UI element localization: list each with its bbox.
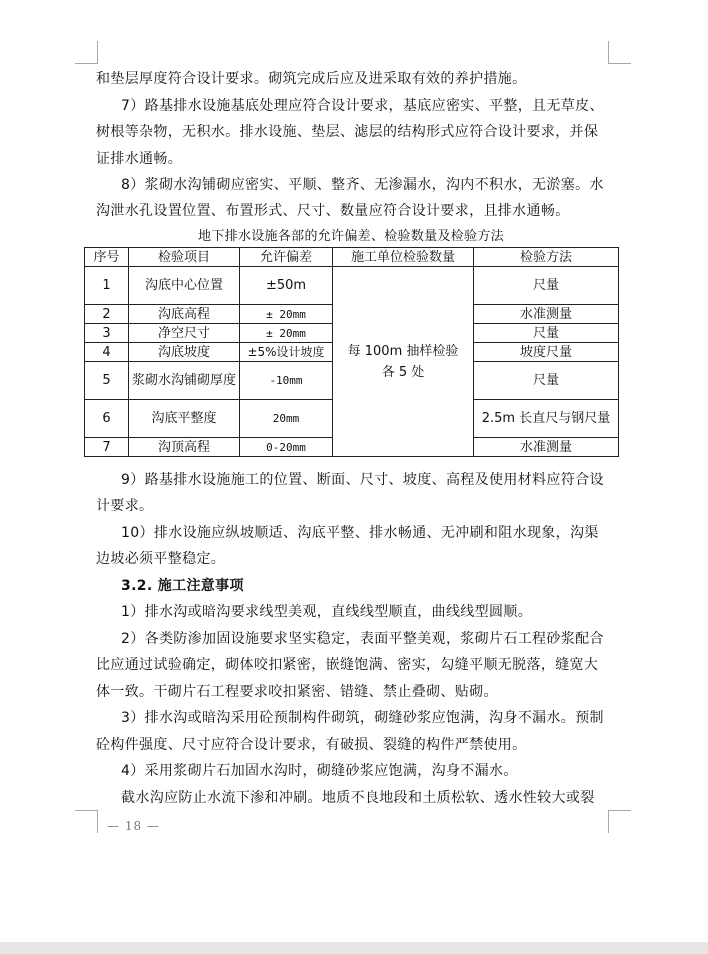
paragraph-line: 9）路基排水设施施工的位置、断面、尺寸、坡度、高程及使用材料应符合设: [121, 472, 604, 488]
cell-method: 2.5m 长直尺与钢尺量: [474, 400, 619, 438]
cell-item: 沟底中心位置: [129, 267, 240, 305]
paragraph-line: 和垫层厚度符合设计要求。砌筑完成后应及进采取有效的养护措施。: [96, 71, 527, 87]
paragraph-line: 截水沟应防止水流下渗和冲刷。地质不良地段和土质松软、透水性较大或裂: [121, 790, 595, 806]
header-method: 检验方法: [474, 248, 619, 267]
cell-tolerance: ±50m: [240, 267, 333, 305]
table-header-row: [85, 248, 619, 267]
cell-item: 沟顶高程: [129, 438, 240, 457]
paragraph-line: 3）排水沟或暗沟采用砼预制构件砌筑，砌缝砂浆应饱满，沟身不漏水。预制: [121, 710, 604, 726]
header-quantity: 施工单位检验数量: [333, 248, 474, 267]
cell-method: 水准测量: [474, 305, 619, 324]
cell-item: 沟底坡度: [129, 343, 240, 362]
inspection-table: [84, 247, 619, 457]
crop-mark-bottom-left: [75, 810, 98, 833]
cell-method: 尺量: [474, 324, 619, 343]
cell-item: 沟底平整度: [129, 400, 240, 438]
paragraph-line: 比应通过试验确定，砌体咬扣紧密，嵌缝饱满、密实，勾缝平顺无脱落，缝宽大: [96, 657, 599, 673]
cell-item: 沟底高程: [129, 305, 240, 324]
header-no: 序号: [85, 248, 129, 267]
quantity-line: 各 5 处: [381, 364, 425, 380]
table-caption: 地下排水设施各部的允许偏差、检验数量及检验方法: [198, 229, 504, 244]
cell-no: 1: [85, 267, 129, 305]
paragraph-line: 沟泄水孔设置位置、布置形式、尺寸、数量应符合设计要求，且排水通畅。: [96, 203, 570, 219]
paragraph-line: 2）各类防渗加固设施要求坚实稳定，表面平整美观，浆砌片石工程砂浆配合: [121, 631, 604, 647]
cell-no: 6: [85, 400, 129, 438]
cell-tolerance: 0-20mm: [240, 438, 333, 457]
quantity-line: 每 100m 抽样检验: [347, 343, 459, 359]
cell-tolerance: ±5%设计坡度: [240, 343, 333, 362]
cell-tolerance: 20mm: [240, 400, 333, 438]
header-tolerance: 允许偏差: [240, 248, 333, 267]
cell-no: 5: [85, 362, 129, 400]
cell-tolerance: ± 20mm: [240, 324, 333, 343]
cell-no: 3: [85, 324, 129, 343]
page-number: — 18 —: [107, 819, 160, 833]
crop-mark-bottom-right: [608, 810, 631, 833]
paragraph-line: 计要求。: [96, 498, 154, 514]
paragraph-line: 8）浆砌水沟铺砌应密实、平顺、整齐、无渗漏水，沟内不积水，无淤塞。水: [121, 177, 604, 193]
cell-item: 浆砌水沟铺砌厚度: [129, 362, 240, 400]
cell-method: 尺量: [474, 267, 619, 305]
cell-tolerance: -10mm: [240, 362, 333, 400]
paragraph-line: 4）采用浆砌片石加固水沟时，砌缝砂浆应饱满，沟身不漏水。: [121, 763, 518, 779]
paragraph-line: 边坡必须平整稳定。: [96, 551, 226, 567]
paragraph-line: 证排水通畅。: [96, 151, 183, 167]
crop-mark-top-left: [75, 41, 98, 64]
cell-method: 尺量: [474, 362, 619, 400]
cell-no: 2: [85, 305, 129, 324]
cell-quantity: [333, 267, 474, 457]
cell-method: 水准测量: [474, 438, 619, 457]
cell-tolerance: ± 20mm: [240, 305, 333, 324]
paragraph-line: 7）路基排水设施基底处理应符合设计要求，基底应密实、平整，且无草皮、: [121, 98, 604, 114]
paragraph-line: 砼构件强度、尺寸应符合设计要求，有破损、裂缝的构件严禁使用。: [96, 737, 527, 753]
header-item: 检验项目: [129, 248, 240, 267]
crop-mark-top-right: [608, 41, 631, 64]
paragraph-line: 10）排水设施应纵坡顺适、沟底平整、排水畅通、无冲刷和阻水现象，沟渠: [121, 525, 599, 541]
paragraph-line: 树根等杂物，无积水。排水设施、垫层、滤层的结构形式应符合设计要求，并保: [96, 124, 599, 140]
table-row: [85, 267, 619, 305]
cell-no: 4: [85, 343, 129, 362]
paragraph-line: 1）排水沟或暗沟要求线型美观，直线线型顺直，曲线线型圆顺。: [121, 604, 533, 620]
cell-method: 坡度尺量: [474, 343, 619, 362]
paragraph-line: 体一致。干砌片石工程要求咬扣紧密、错缝、禁止叠砌、贴砌。: [96, 684, 498, 700]
cell-no: 7: [85, 438, 129, 457]
section-heading: 3.2. 施工注意事项: [121, 578, 244, 594]
cell-item: 净空尺寸: [129, 324, 240, 343]
